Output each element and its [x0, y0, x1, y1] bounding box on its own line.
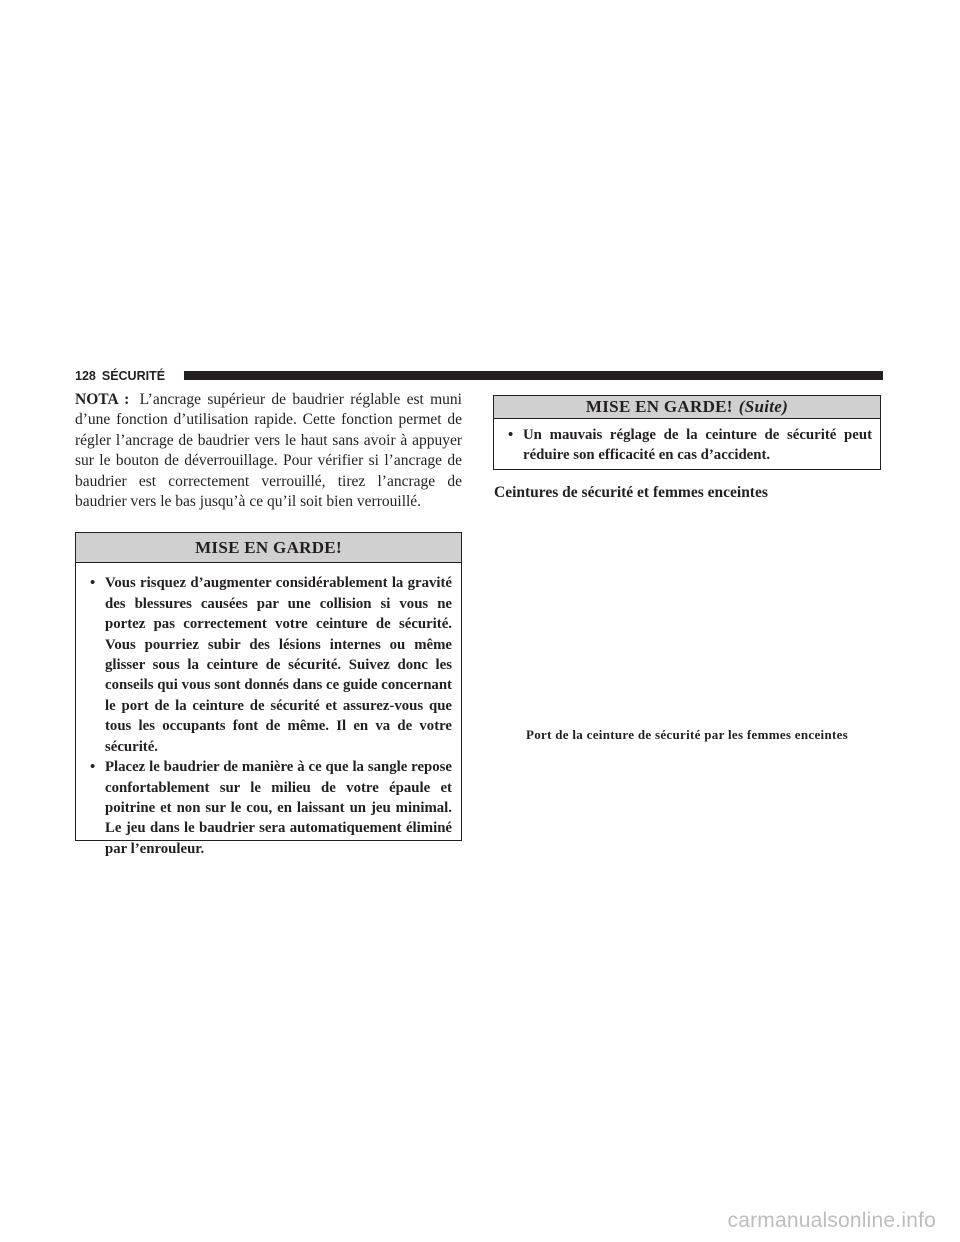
bullet-icon: • — [508, 427, 514, 443]
warning-title-text: MISE EN GARDE! — [585, 397, 733, 416]
page-number: 128 — [75, 369, 96, 383]
warning-continued-label: (Suite) — [738, 397, 789, 416]
warning-title — [494, 396, 880, 419]
warning-item — [82, 573, 452, 757]
page-header-text — [75, 368, 165, 384]
right-column — [493, 395, 881, 742]
note-paragraph — [75, 390, 462, 512]
bullet-icon: • — [90, 575, 96, 592]
watermark-text: carmanualsonline.info — [727, 1209, 936, 1232]
warning-title-text: MISE EN GARDE! — [195, 538, 342, 558]
warning-title — [76, 533, 461, 563]
note-text: L’ancrage supérieur de baudrier réglable est muni d’une fonction d’utilisation rapide. Cette fonction permet de régler l’ancrage de baudrier vers le haut sans avoir à appuyer sur le bouton de déverrouillage. Pour vérifier si l’ancrage de baudrier est correctement verrouillé, tirez l’ancrage de baudrier vers le bas jusqu’à ce qu’il soit bien verrouillé. — [75, 391, 462, 511]
figure-caption: Port de la ceinture de sécurité par les femmes enceintes — [525, 727, 849, 742]
section-subheading: Ceintures de sécurité et femmes enceintes — [494, 484, 768, 501]
warning-item-text: Vous risquez d’augmenter considérablement la gravité des blessures causées par une collision si vous ne portez pas correctement votre ceinture de sécurité. Vous pourriez subir des lésions internes ou même glisser sous la ceinture de sécurité. Suivez donc les conseils qui vous sont donnés dans ce guide concernant le port de la ceinture de sécurité et assurez-vous que tous les occupants font de même. Il en va de votre sécurité. — [105, 575, 452, 755]
bullet-icon: • — [90, 759, 96, 776]
page-header — [75, 368, 883, 384]
warning-list — [494, 419, 880, 466]
warning-item-text: Un mauvais réglage de la ceinture de sécurité peut réduire son efficacité en cas d’accident. — [523, 427, 872, 464]
warning-box-continued — [493, 395, 881, 470]
note-label: NOTA : — [75, 391, 130, 408]
warning-item — [82, 757, 452, 859]
warning-item-text: Placez le baudrier de manière à ce que la sangle repose confortablement sur le milieu de votre épaule et poitrine et non sur le cou, en laissant un jeu minimal. Le jeu dans le baudrier sera automatiquement éliminé par l’enrouleur. — [105, 759, 452, 857]
section-title: SÉCURITÉ — [101, 369, 166, 383]
warning-list — [76, 563, 461, 859]
left-column — [75, 390, 462, 857]
warning-item — [500, 425, 872, 466]
warning-box — [75, 532, 462, 857]
header-rule — [184, 371, 883, 380]
figure-placeholder — [493, 503, 881, 742]
